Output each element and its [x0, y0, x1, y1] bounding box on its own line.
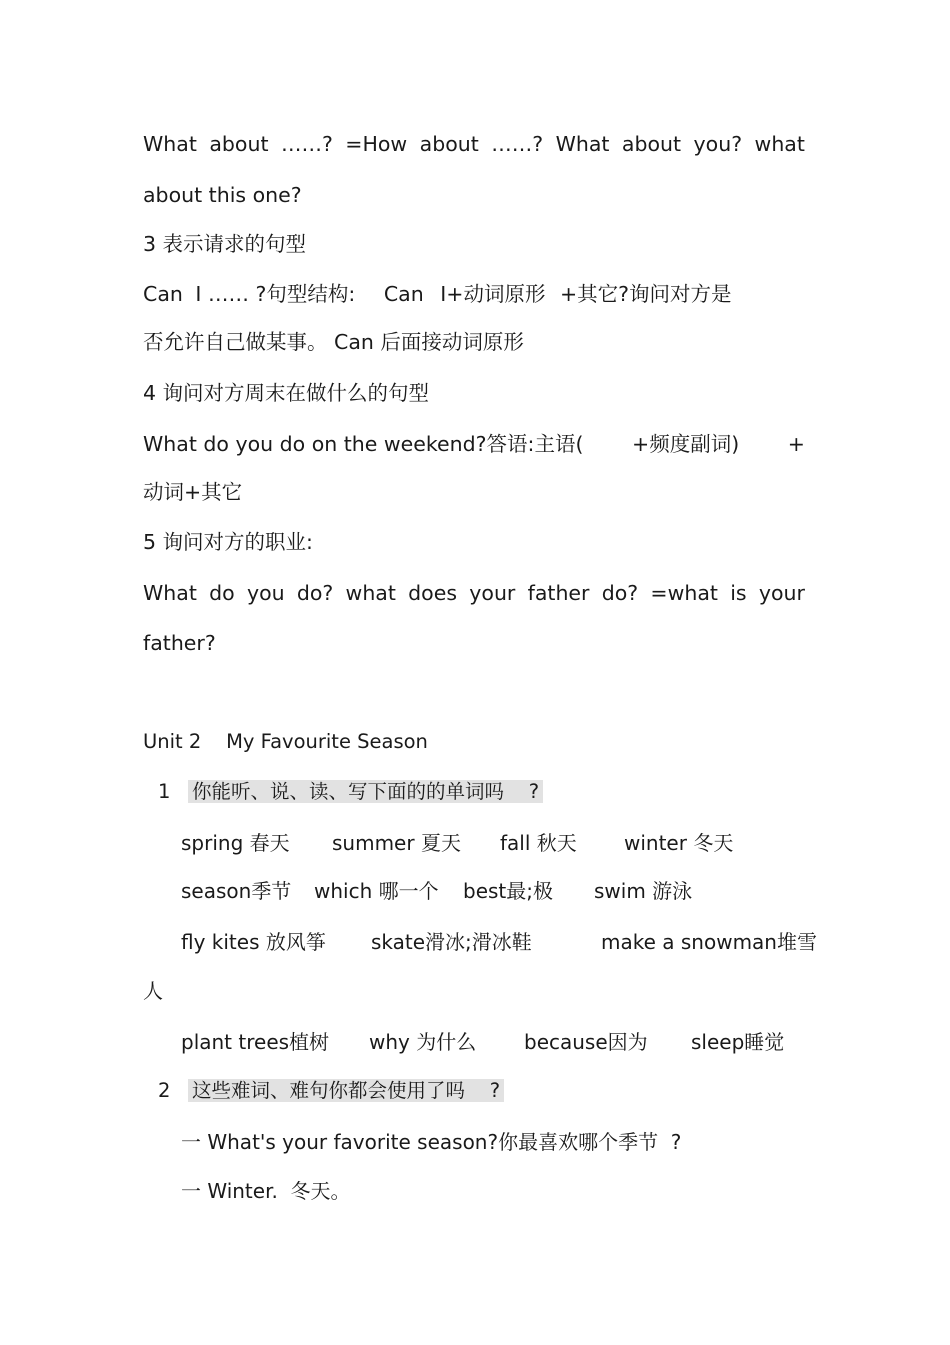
vocab-item: skate滑冰;滑冰鞋 — [371, 930, 532, 954]
word: ……? — [280, 132, 333, 156]
vocab-item: fly kites 放风筝 — [181, 930, 326, 954]
question-number: 2 — [158, 1079, 171, 1102]
unit-title: Unit 2 My Favourite Season — [143, 730, 428, 753]
what-about-line — [143, 131, 805, 157]
question-number: 1 — [158, 780, 171, 803]
word: =How — [345, 132, 408, 156]
vocab-item: because因为 — [524, 1030, 648, 1054]
weekend-line-cont: 动词+其它 — [143, 480, 243, 504]
word: Can — [383, 282, 424, 306]
word: does — [408, 581, 458, 605]
vocab-item: plant trees植树 — [181, 1030, 330, 1054]
vocab-item: winter 冬天 — [624, 831, 734, 855]
what-about-line-cont: about this one? — [143, 183, 302, 207]
question-1-text: 你能听、说、读、写下面的的单词吗 ? — [188, 780, 543, 803]
word: I+动词原形 — [440, 282, 546, 306]
job-line-cont: father? — [143, 631, 216, 655]
word: do? — [601, 581, 639, 605]
word: your — [469, 581, 516, 605]
word: What do you do on the weekend?答语:主语( — [143, 432, 584, 456]
job-line — [143, 580, 805, 606]
vocab-item: season季节 — [181, 879, 292, 903]
word: you? — [693, 132, 743, 156]
vocab-item: summer 夏天 — [332, 831, 461, 855]
heading-3: 3 表示请求的句型 — [143, 232, 307, 256]
word: =what — [650, 581, 718, 605]
word: What — [143, 581, 197, 605]
word: what — [754, 132, 805, 156]
word-row-3-wrap: 人 — [143, 979, 163, 1003]
question-1 — [158, 779, 543, 805]
vocab-item: which 哪一个 — [314, 879, 439, 903]
word: you — [246, 581, 285, 605]
word: do — [209, 581, 235, 605]
word: I …… ?句型结构: — [195, 282, 356, 306]
question-2 — [158, 1078, 504, 1104]
word: about — [419, 132, 479, 156]
vocab-item: spring 春天 — [181, 831, 290, 855]
dialog-line-1: 一 What's your favorite season?你最喜欢哪个季节 ? — [181, 1130, 682, 1154]
can-i-line — [143, 281, 805, 307]
word: ……? — [491, 132, 544, 156]
word: your — [758, 581, 805, 605]
word: What — [555, 132, 610, 156]
word: Can — [143, 282, 183, 306]
word: is — [730, 581, 747, 605]
word: do? — [296, 581, 334, 605]
word: +频度副词) — [632, 432, 740, 456]
vocab-item: swim 游泳 — [594, 879, 693, 903]
weekend-line — [143, 431, 805, 457]
vocab-item: make a snowman堆雪 — [601, 930, 817, 954]
vocab-item: why 为什么 — [369, 1030, 477, 1054]
heading-5: 5 询问对方的职业: — [143, 530, 313, 554]
vocab-item: best最;极 — [463, 879, 553, 903]
word: + — [787, 432, 805, 456]
word: about — [209, 132, 269, 156]
question-2-text: 这些难词、难句你都会使用了吗 ? — [188, 1079, 504, 1102]
dialog-line-2: 一 Winter. 冬天。 — [181, 1179, 351, 1203]
word: father — [527, 581, 590, 605]
vocab-item: fall 秋天 — [500, 831, 577, 855]
word: +其它?询问对方是 — [559, 282, 732, 306]
can-i-line-cont: 否允许自己做某事。 Can 后面接动词原形 — [143, 330, 524, 354]
word: what — [345, 581, 396, 605]
vocab-item: sleep睡觉 — [691, 1030, 785, 1054]
word: about — [621, 132, 682, 156]
word: What — [143, 132, 197, 156]
heading-4: 4 询问对方周末在做什么的句型 — [143, 381, 430, 405]
